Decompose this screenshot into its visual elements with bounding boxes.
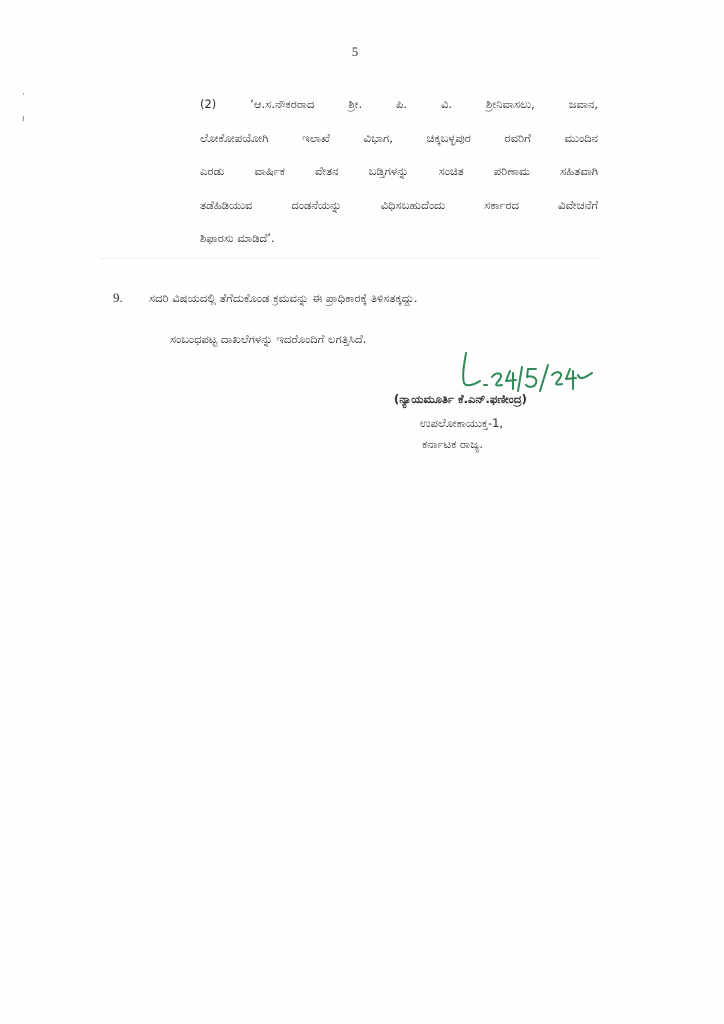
- signatory-designation: ಉಪಲೋಕಾಯುಕ್ತ-1,: [420, 416, 504, 430]
- paragraph-line: ಎರಡು ವಾರ್ಷಿಕ ವೇತನ ಬಡ್ತಿಗಳನ್ನು ಸಂಚಿತ ಪರಿಣಾಮ ಸಹಿತವಾಗಿ: [200, 164, 598, 178]
- paragraph-line: (2) ‘ಆ.ಸ.ನೌಕರರಾದ ಶ್ರೀ. ಪಿ. ವಿ. ಶ್ರೀನಿವಾಸಲು, ಜವಾನ,: [200, 97, 598, 111]
- page-number: 5: [351, 44, 359, 59]
- scan-mark: ·: [22, 90, 25, 100]
- item-number: 9.: [113, 290, 123, 305]
- faint-divider: [100, 258, 600, 260]
- paragraph-line: ಶಿಫಾರಸು ಮಾಡಿದೆ’.: [200, 231, 275, 245]
- signatory-name: (ನ್ಯಾಯಮೂರ್ತಿ ಕೆ.ಎನ್.ಫಣೀಂದ್ರ): [394, 392, 527, 406]
- signatory-state: ಕರ್ನಾಟಕ ರಾಜ್ಯ.: [422, 437, 484, 451]
- item-text: ಸದರಿ ವಿಷಯದಲ್ಲಿ ತೆಗೆದುಕೊಂಡ ಕ್ರಮವನ್ನು ಈ ಪ್ರಾಧಿಕಾರಕ್ಕೆ ತಿಳಿಸತಕ್ಕದ್ದು.: [149, 291, 418, 305]
- paragraph-line: ಲೋಕೋಪಯೋಗಿ ಇಲಾಖೆ ವಿಭಾಗ, ಚಿಕ್ಕಬಳ್ಳಪುರ ರವರಿಗೆ ಮುಂದಿನ: [200, 130, 598, 145]
- recommendation-paragraph: [200, 88, 598, 256]
- paragraph-line: ತಡೆಹಿಡಿಯುವ ದಂಡನೆಯನ್ನು ವಿಧಿಸಬಹುದೆಂದು ಸರ್ಕಾರದ ವಿವೇಚನೆಗೆ: [200, 197, 598, 212]
- enclosure-note: ಸಂಬಂಧಪಟ್ಟ ದಾಖಲೆಗಳನ್ನು ಇದರೊಂದಿಗೆ ಲಗತ್ತಿಸಿದೆ.: [170, 332, 367, 346]
- scan-mark: ı: [22, 114, 25, 124]
